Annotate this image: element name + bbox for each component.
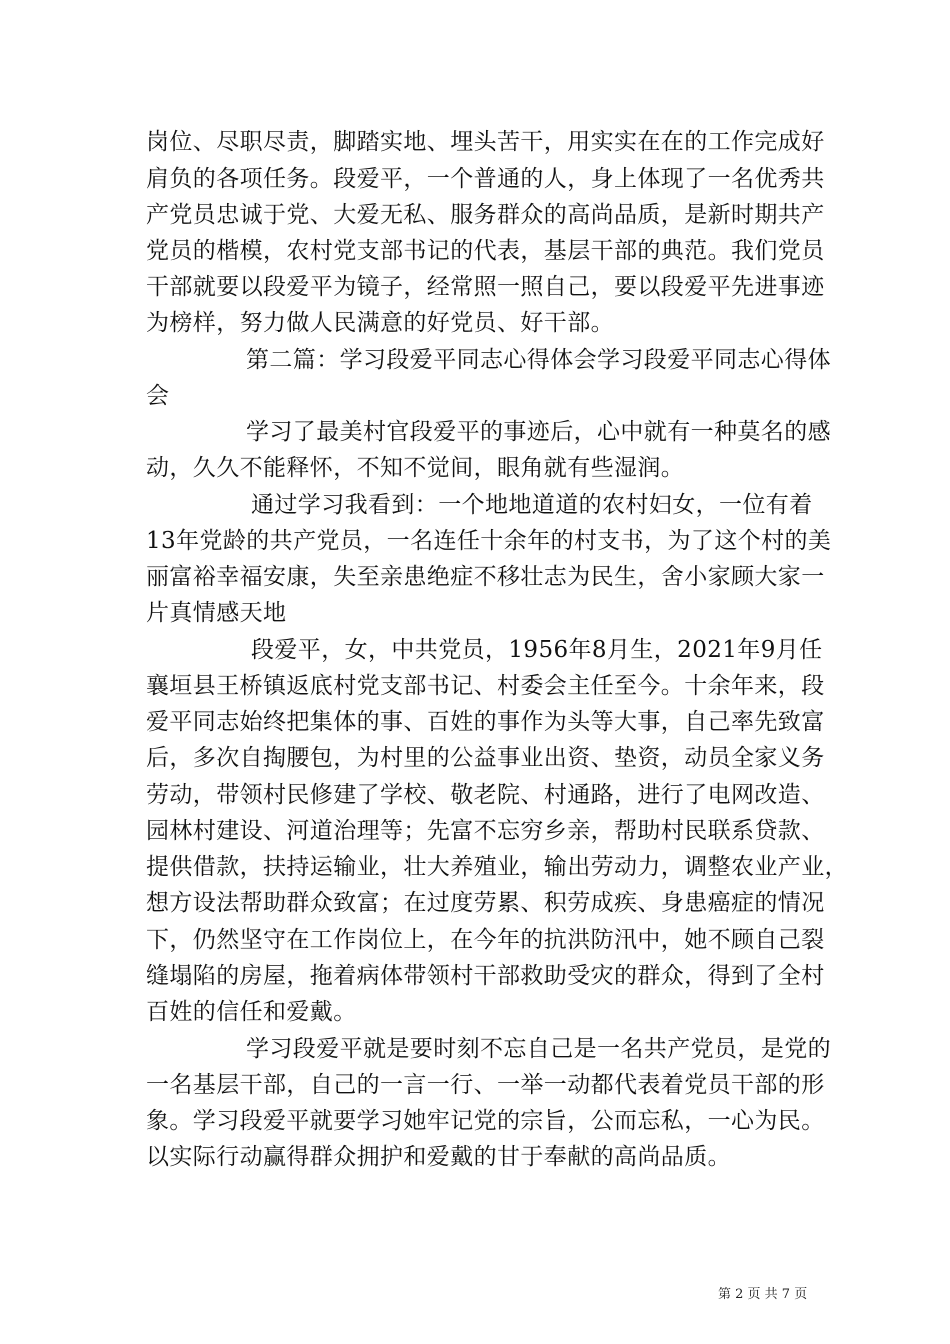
text-line: 缝塌陷的房屋，拖着病体带领村干部救助受灾的群众，得到了全村: [146, 963, 825, 989]
text-line: 爱平同志始终把集体的事、百姓的事作为头等大事，自己率先致富: [146, 709, 825, 735]
text-line: 片真情感天地: [146, 600, 287, 626]
text-line: 园林村建设、河道治理等；先富不忘穷乡亲，帮助村民联系贷款、: [146, 818, 825, 844]
text-line: 学习段爱平就是要时刻不忘自己是一名共产党员，是党的: [246, 1036, 831, 1062]
text-line: 一名基层干部，自己的一言一行、一举一动都代表着党员干部的形: [146, 1072, 825, 1098]
text-line: 党员的楷模，农村党支部书记的代表，基层干部的典范。我们党员: [146, 238, 825, 264]
section-heading-continued: 会: [146, 383, 170, 409]
text-line: 象。学习段爱平就要学习她牢记党的宗旨，公而忘私，一心为民。: [146, 1108, 825, 1134]
text-line: 岗位、尽职尽责，脚踏实地、埋头苦干，用实实在在的工作完成好: [146, 129, 825, 155]
text-line: 为榜样，努力做人民满意的好党员、好干部。: [146, 310, 614, 336]
text-line: 丽富裕幸福安康，失至亲患绝症不移壮志为民生，舍小家顾大家一: [146, 564, 825, 590]
text-line: 动，久久不能释怀，不知不觉间，眼角就有些湿润。: [146, 455, 685, 481]
text-line: 学习了最美村官段爱平的事迹后，心中就有一种莫名的感: [246, 419, 831, 445]
text-line: 提供借款，扶持运输业，壮大养殖业，输出劳动力，调整农业产业，: [146, 854, 848, 880]
text-line: 干部就要以段爱平为镜子，经常照一照自己，要以段爱平先进事迹: [146, 274, 825, 300]
text-line: 后，多次自掏腰包，为村里的公益事业出资、垫资，动员全家义务: [146, 745, 825, 771]
text-line: 百姓的信任和爱戴。: [146, 999, 357, 1025]
section-heading: 第二篇：学习段爱平同志心得体会学习段爱平同志心得体: [246, 347, 831, 373]
text-line: 襄垣县王桥镇返底村党支部书记、村委会主任至今。十余年来，段: [146, 673, 825, 699]
text-line: 通过学习我看到：一个地地道道的农村妇女，一位有着: [251, 492, 813, 518]
page-footer: 第 2 页 共 7 页: [718, 1287, 808, 1302]
text-line: 13年党龄的共产党员，一名连任十余年的村支书，为了这个村的美: [146, 528, 832, 554]
text-line: 肩负的各项任务。段爱平，一个普通的人，身上体现了一名优秀共: [146, 166, 825, 192]
text-line: 下，仍然坚守在工作岗位上，在今年的抗洪防汛中，她不顾自己裂: [146, 927, 825, 953]
text-line: 以实际行动赢得群众拥护和爱戴的甘于奉献的高尚品质。: [146, 1144, 731, 1170]
text-line: 产党员忠诚于党、大爱无私、服务群众的高尚品质，是新时期共产: [146, 202, 825, 228]
text-line: 段爱平，女，中共党员，1956年8月生，2021年9月任: [251, 637, 823, 663]
text-line: 劳动，带领村民修建了学校、敬老院、村通路，进行了电网改造、: [146, 782, 825, 808]
text-line: 想方设法帮助群众致富；在过度劳累、积劳成疾、身患癌症的情况: [146, 890, 825, 916]
